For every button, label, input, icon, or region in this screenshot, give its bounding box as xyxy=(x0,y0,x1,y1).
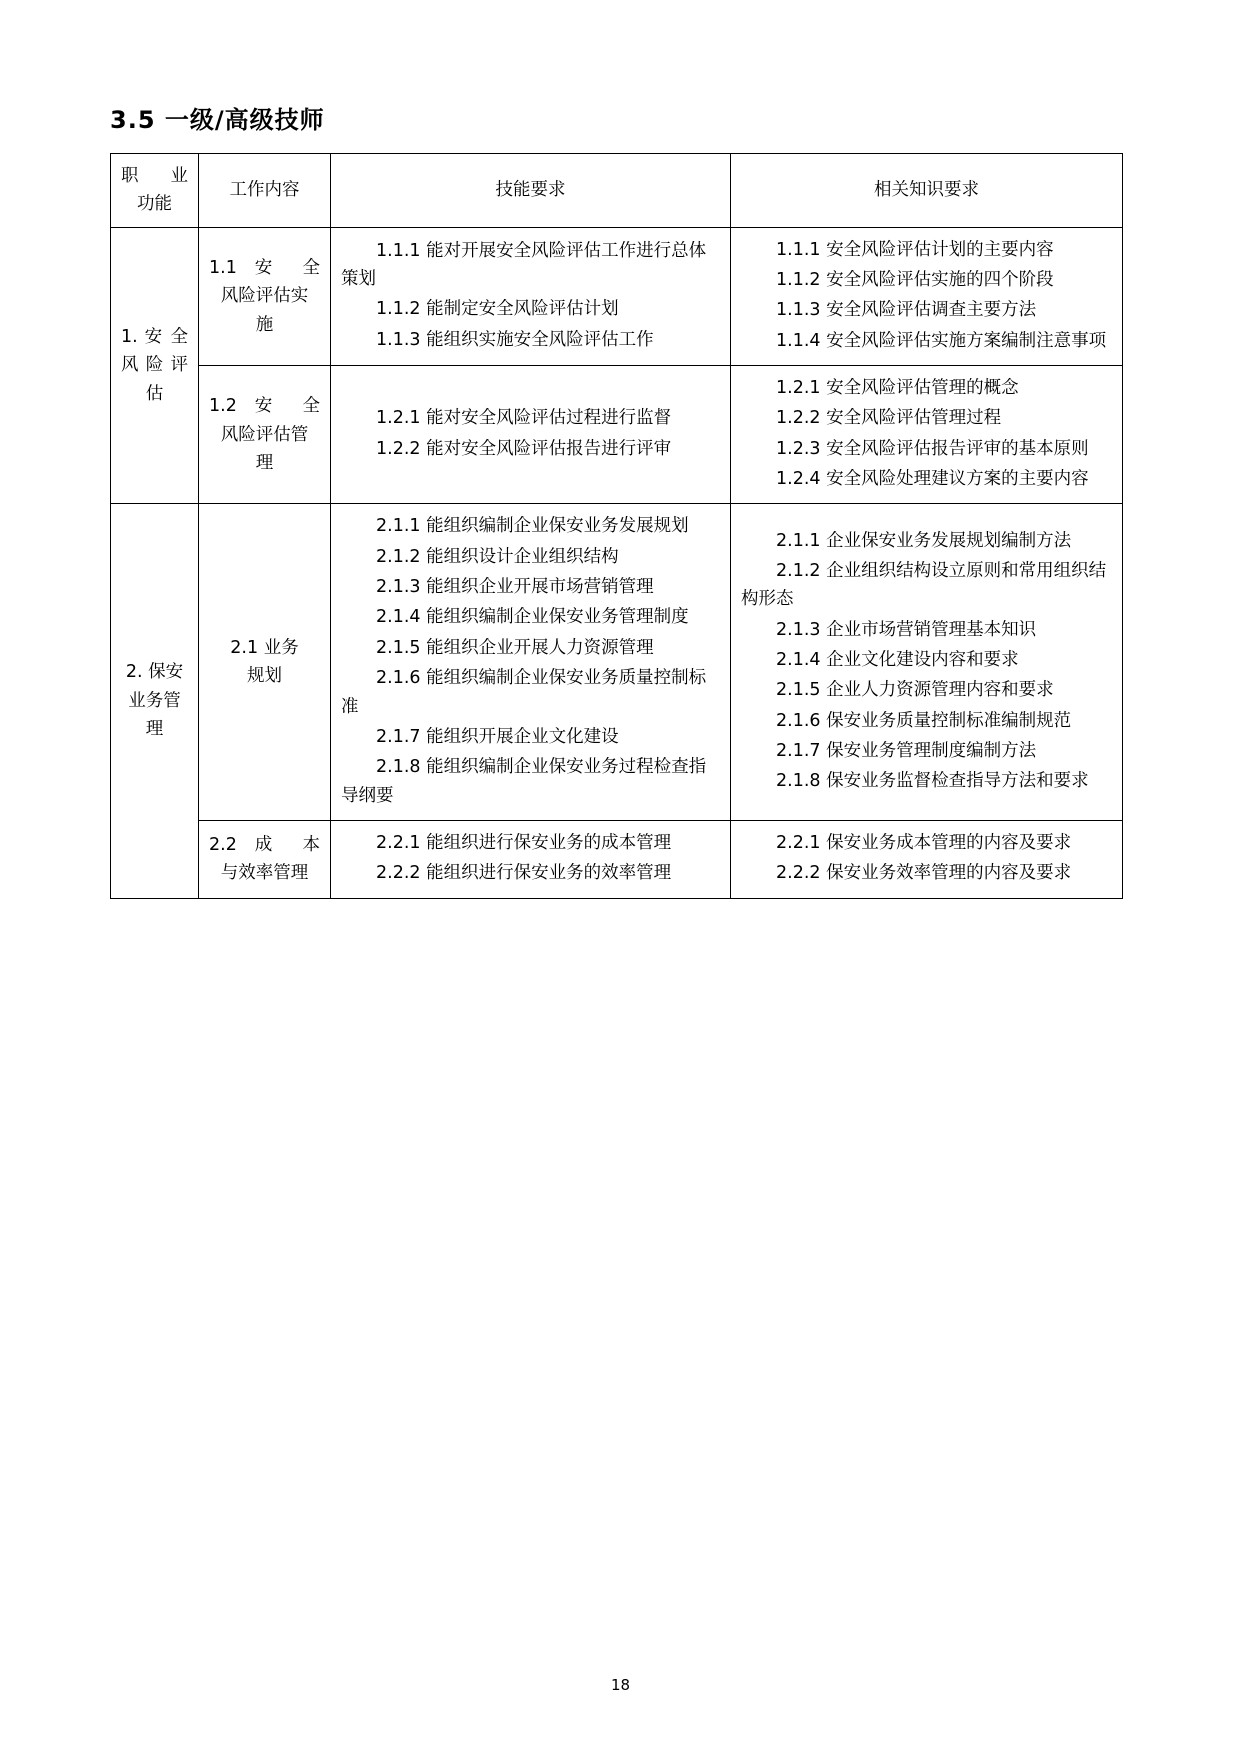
table-row xyxy=(111,820,1123,898)
table-body xyxy=(111,227,1123,898)
cell-knowledge-1-1: 1.1.1 安全风险评估计划的主要内容 1.1.2 安全风险评估实施的四个阶段 1.1.3 安全风险评估调查主要方法 1.1.4 安全风险评估实施方案编制注意事项 xyxy=(731,227,1123,365)
column-header-skill-requirements: 技能要求 xyxy=(331,154,731,228)
column-header-knowledge-requirements: 相关知识要求 xyxy=(731,154,1123,228)
table-row xyxy=(111,504,1123,820)
table-row xyxy=(111,366,1123,504)
table-header xyxy=(111,154,1123,228)
cell-function-1: 1. 安 全 风 险 评 估 xyxy=(111,227,199,504)
cell-work-1-2: 1.2 安 全 风险评估管 理 xyxy=(199,366,331,504)
cell-knowledge-2-2: 2.2.1 保安业务成本管理的内容及要求 2.2.2 保安业务效率管理的内容及要求 xyxy=(731,820,1123,898)
table-row xyxy=(111,227,1123,365)
cell-work-2-2: 2.2 成 本 与效率管理 xyxy=(199,820,331,898)
page-number: 18 xyxy=(610,1676,631,1694)
cell-skills-2-2: 2.2.1 能组织进行保安业务的成本管理 2.2.2 能组织进行保安业务的效率管理 xyxy=(331,820,731,898)
cell-skills-1-2: 1.2.1 能对安全风险评估过程进行监督 1.2.2 能对安全风险评估报告进行评审 xyxy=(331,366,731,504)
cell-knowledge-1-2: 1.2.1 安全风险评估管理的概念 1.2.2 安全风险评估管理过程 1.2.3 安全风险评估报告评审的基本原则 1.2.4 安全风险处理建议方案的主要内容 xyxy=(731,366,1123,504)
cell-function-2: 2. 保安 业务管 理 xyxy=(111,504,199,898)
cell-work-1-1: 1.1 安 全 风险评估实 施 xyxy=(199,227,331,365)
column-header-work-content: 工作内容 xyxy=(199,154,331,228)
table-header-row xyxy=(111,154,1123,228)
occupational-skills-table xyxy=(110,153,1123,899)
cell-skills-1-1: 1.1.1 能对开展安全风险评估工作进行总体策划 1.1.2 能制定安全风险评估计划 1.1.3 能组织实施安全风险评估工作 xyxy=(331,227,731,365)
column-header-function: 职 业 功能 xyxy=(111,154,199,228)
cell-skills-2-1: 2.1.1 能组织编制企业保安业务发展规划 2.1.2 能组织设计企业组织结构 2.1.3 能组织企业开展市场营销管理 2.1.4 能组织编制企业保安业务管理制度 2.1.5 能组织企业开展人力资源管理 2.1.6 能组织编制企业保安业务质量控制标准 2.1.7 能组织开展企业文化建设 2.1.8 能组织编制企业保安业务过程检查指导纲要 xyxy=(331,504,731,820)
cell-work-2-1: 2.1 业务 规划 xyxy=(199,504,331,820)
page-title: 3.5 一级/高级技师 xyxy=(110,106,325,134)
cell-knowledge-2-1: 2.1.1 企业保安业务发展规划编制方法 2.1.2 企业组织结构设立原则和常用组织结构形态 2.1.3 企业市场营销管理基本知识 2.1.4 企业文化建设内容和要求 2.1.5 企业人力资源管理内容和要求 2.1.6 保安业务质量控制标准编制规范 2.1.7 保安业务管理制度编制方法 2.1.8 保安业务监督检查指导方法和要求 xyxy=(731,504,1123,820)
